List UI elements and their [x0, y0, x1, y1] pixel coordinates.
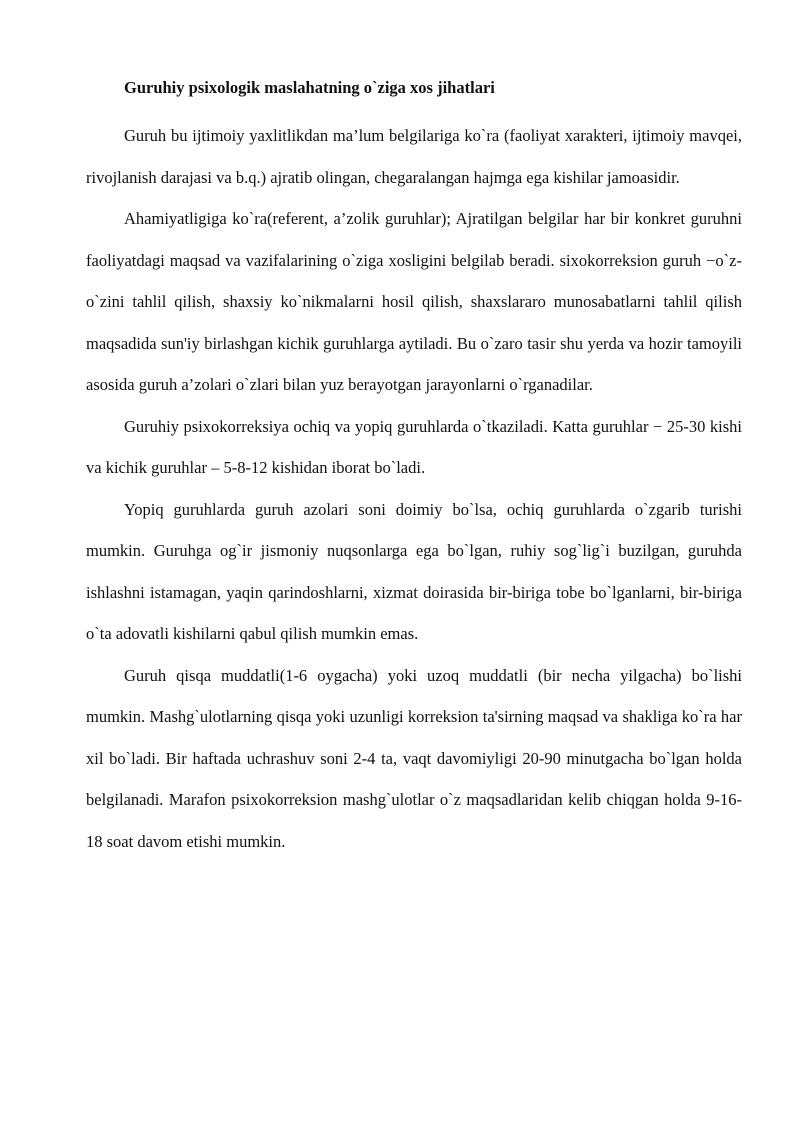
document-title: Guruhiy psixologik maslahatning o`ziga xos jihatlari	[124, 78, 495, 97]
paragraph-1: Guruh bu ijtimoiy yaxlitlikdan ma’lum belgilariga ko`ra (faoliyat xarakteri, ijtimoiy mavqei, rivojlanish darajasi va b.q.) ajratib olingan, chegaralangan hajmga ega kishilar jamoasidir.	[86, 126, 742, 187]
paragraph-3: Guruhiy psixokorreksiya ochiq va yopiq guruhlarda o`tkaziladi. Katta guruhlar − 25-30 kishi va kichik guruhlar – 5-8-12 kishidan iborat bo`ladi.	[86, 416, 742, 477]
paragraph-5: Guruh qisqa muddatli(1-6 oygacha) yoki uzoq muddatli (bir necha yilgacha) bo`lishi mumkin. Mashg`ulotlarning qisqa yoki uzunligi korreksion ta'sirning maqsad va shakliga ko`ra har xil bo`ladi. Bir haftada uchrashuv soni 2-4 ta, vaqt davomiyligi 20-90 minutgacha bo`lgan holda belgilanadi. Marafon psixokorreksion mashg`ulotlar o`z maqsadlaridan kelib chiqgan holda 9-16-18 soat davom etishi mumkin.	[86, 665, 742, 851]
paragraph-4: Yopiq guruhlarda guruh azolari soni doimiy bo`lsa, ochiq guruhlarda o`zgarib turishi mumkin. Guruhga og`ir jismoniy nuqsonlarga ega bo`lgan, ruhiy sog`lig`i buzilgan, guruhda ishlashni istamagan, yaqin qarindoshlarni, xizmat doirasida bir-biriga tobe bo`lganlarni, bir-biriga o`ta adovatli kishilarni qabul qilish mumkin emas.	[86, 499, 742, 643]
paragraph-2: Ahamiyatligiga ko`ra(referent, a’zolik guruhlar); Ajratilgan belgilar har bir konkret guruhni faoliyatdagi maqsad va vazifalarining o`ziga xosligini belgilab beradi. sixokorreksion guruh −o`z-o`zini tahlil qilish, shaxsiy ko`nikmalarni hosil qilish, shaxslararo munosabatlarni tahlil qilish maqsadida sun'iy birlashgan kichik guruhlarga aytiladi. Bu o`zaro tasir shu yerda va hozir tamoyili asosida guruh a’zolari o`zlari bilan yuz berayotgan jarayonlarni o`rganadilar.	[86, 209, 742, 394]
document-body	[86, 74, 742, 862]
